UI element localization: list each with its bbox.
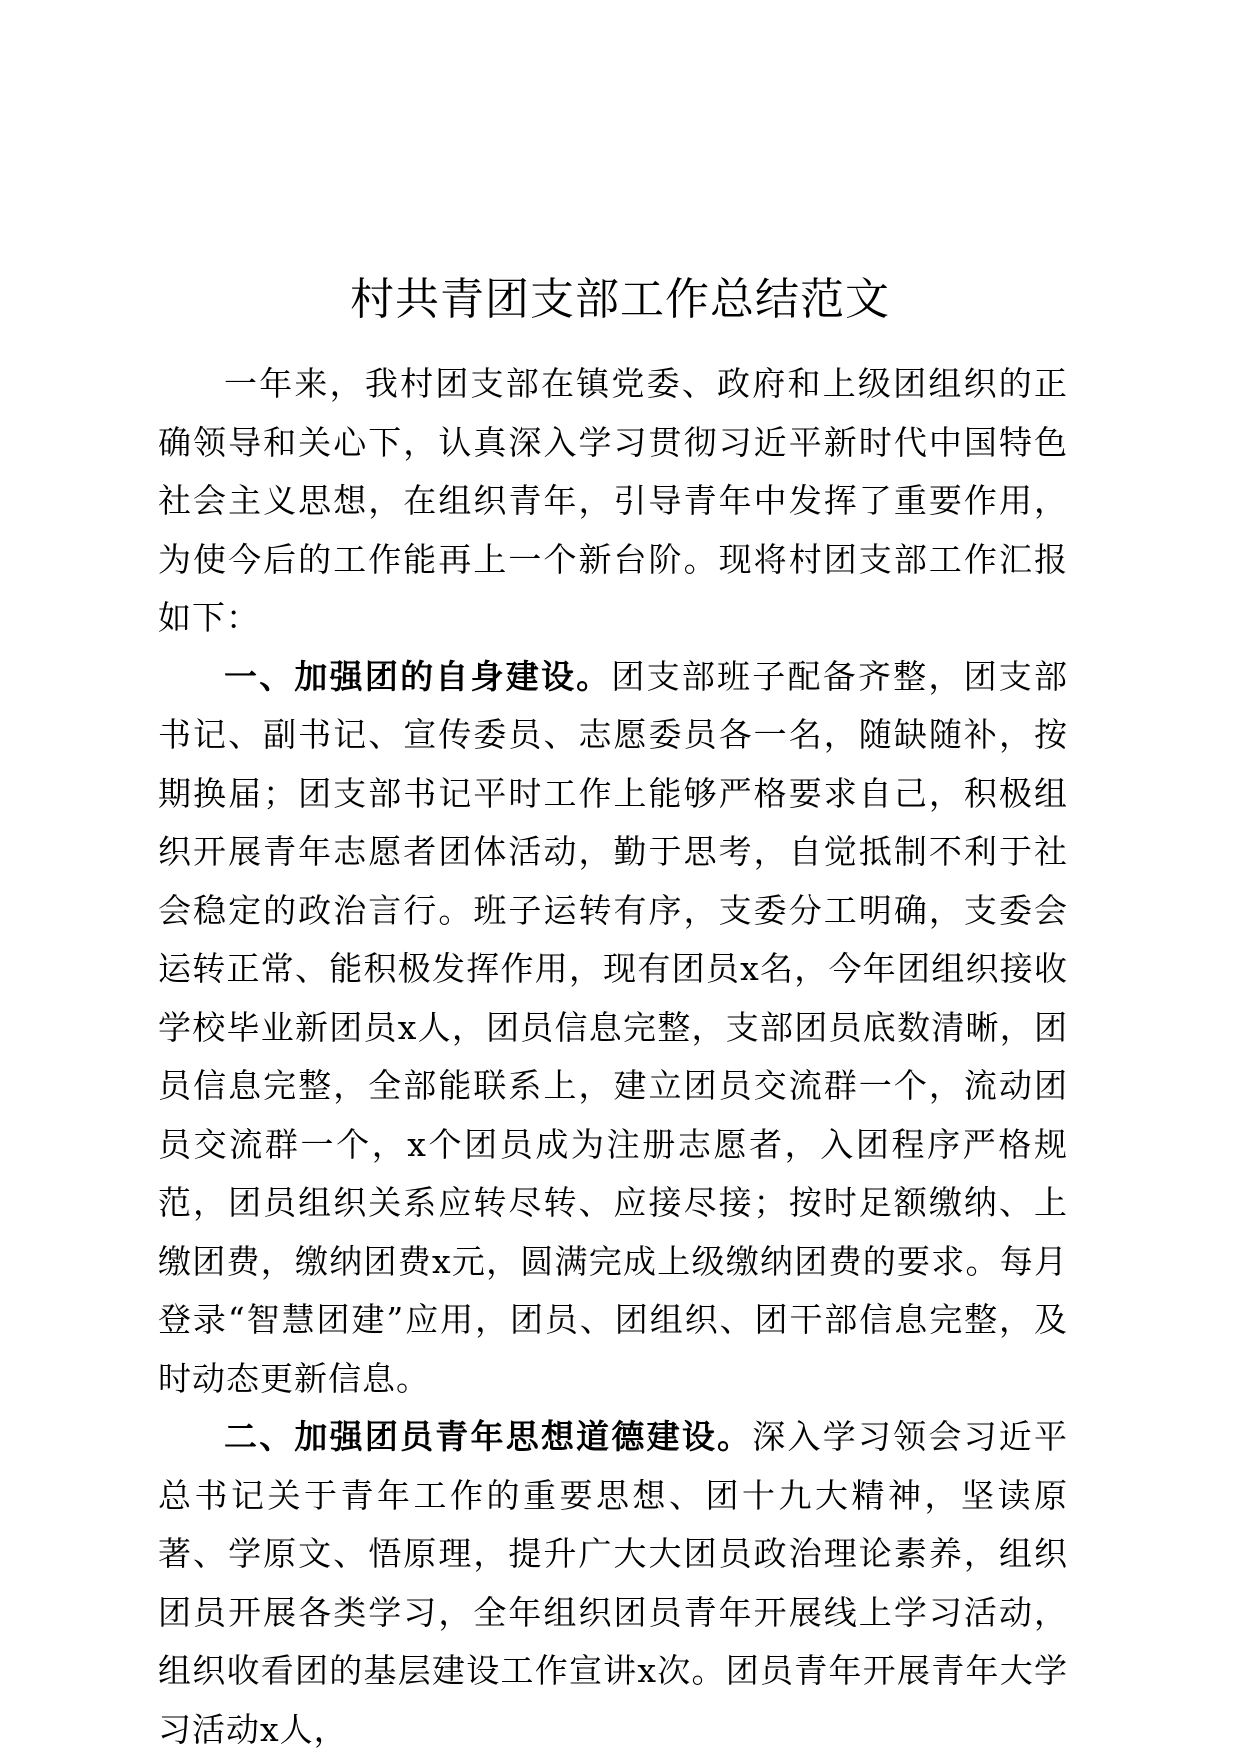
document-body (158, 355, 1068, 1759)
section-2-text: 深入学习领会习近平总书记关于青年工作的重要思想、团十九大精神，坚读原著、学原文、悟原理，提升广大大团员政治理论素养，组织团员开展各类学习，全年组织团员青年开展线上学习活动，组织收看团的基层建设工作宣讲x次。团员青年开展青年大学习活动x人， (158, 1417, 1069, 1749)
section-2-heading: 二、加强团员青年思想道德建设。 (224, 1417, 753, 1456)
section-2-paragraph (158, 1408, 1068, 1759)
section-1-paragraph (158, 648, 1068, 1409)
intro-paragraph-text: 一年来，我村团支部在镇党委、政府和上级团组织的正确领导和关心下，认真深入学习贯彻习近平新时代中国特色社会主义思想，在组织青年，引导青年中发挥了重要作用，为使今后的工作能再上一个新台阶。现将村团支部工作汇报如下： (158, 364, 1068, 637)
intro-paragraph (158, 355, 1068, 648)
section-1-heading: 一、加强团的自身建设。 (224, 656, 612, 696)
section-1-text: 团支部班子配备齐整，团支部书记、副书记、宣传委员、志愿委员各一名，随缺随补，按期换届；团支部书记平时工作上能够严格要求自己，积极组织开展青年志愿者团体活动，勤于思考，自觉抵制不利于社会稳定的政治言行。班子运转有序，支委分工明确，支委会运转正常、能积极发挥作用，现有团员x名，今年团组织接收学校毕业新团员x人，团员信息完整，支部团员底数清晰，团员信息完整，全部能联系上，建立团员交流群一个，流动团员交流群一个，x个团员成为注册志愿者，入团程序严格规范，团员组织关系应转尽转、应接尽接；按时足额缴纳、上缴团费，缴纳团费x元，圆满完成上级缴纳团费的要求。每月登录“智慧团建”应用，团员、团组织、团干部信息完整，及时动态更新信息。 (158, 656, 1069, 1398)
document-title: 村共青团支部工作总结范文 (350, 274, 890, 325)
